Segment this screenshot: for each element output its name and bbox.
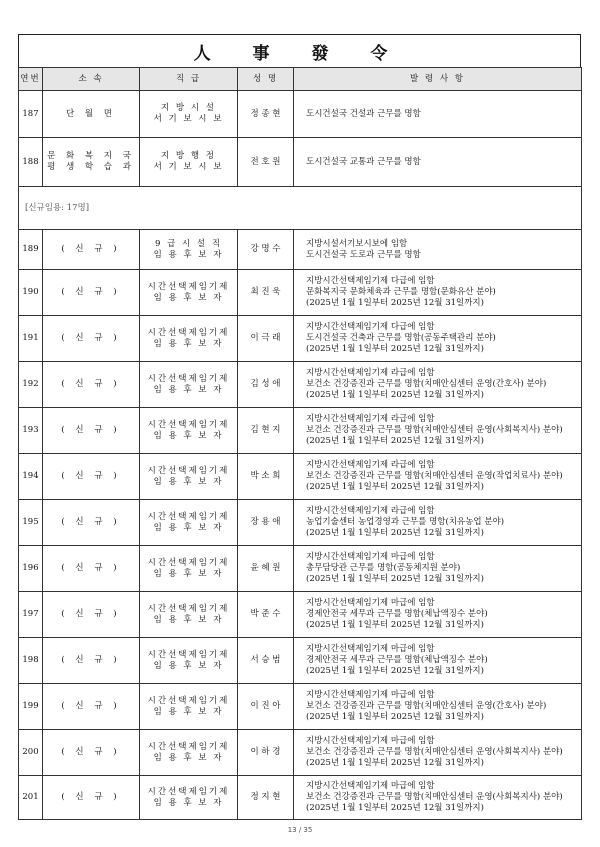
- cell-line: 지방시간선택제임기제 라급에 임함: [306, 460, 435, 470]
- rank-cell: [140, 362, 238, 408]
- name-cell: 정 지 현: [238, 776, 294, 820]
- row-number: 197: [19, 592, 43, 638]
- cell-line: 임 용 후 보 자: [153, 249, 224, 260]
- page-number: 13 / 35: [287, 826, 313, 834]
- cell-line: 임 용 후 보 자: [153, 614, 224, 625]
- cell-line: 임 용 후 보 자: [153, 797, 224, 808]
- cell-line: 단 월 면: [65, 108, 117, 119]
- cell-line: (2025년 1월 1일부터 2025년 12월 31일까지): [306, 344, 484, 354]
- header-name: 성 명: [238, 68, 294, 91]
- table-row: [19, 408, 582, 454]
- cell-line: 지방시간선택제임기제 라급에 임함: [306, 368, 435, 378]
- table-row: [19, 230, 582, 270]
- row-number: 190: [19, 270, 43, 316]
- dept-cell: [43, 500, 140, 546]
- dept-cell: [43, 592, 140, 638]
- name-cell: 이 진 아: [238, 684, 294, 730]
- cell-line: 임 용 후 보 자: [153, 660, 224, 671]
- cell-line: 시간선택제임기제: [147, 741, 230, 752]
- row-number: 194: [19, 454, 43, 500]
- cell-line: 시간선택제임기제: [147, 327, 230, 338]
- row-number: 196: [19, 546, 43, 592]
- cell-line: ( 신 규 ): [61, 563, 121, 573]
- cell-line: 평 생 학 습 과: [47, 162, 135, 172]
- row-number: 199: [19, 684, 43, 730]
- cell-line: 도시건설국 교통과 근무를 명함: [306, 156, 421, 167]
- cell-line: 서 기 보 시 보: [153, 162, 224, 172]
- rank-cell: [140, 91, 238, 138]
- dept-cell: [43, 546, 140, 592]
- cell-line: 임 용 후 보 자: [153, 292, 224, 303]
- cell-line: (2025년 1월 1일부터 2025년 12월 31일까지): [306, 620, 484, 630]
- orders-cell: [294, 638, 582, 684]
- row-number: 189: [19, 230, 43, 270]
- cell-line: ( 신 규 ): [61, 333, 121, 343]
- row-number: 200: [19, 730, 43, 776]
- cell-line: 지방시간선택제임기제 다급에 임함: [306, 276, 435, 286]
- row-number: 191: [19, 316, 43, 362]
- cell-line: 도시건설국 건설과 근무를 명함: [306, 108, 421, 119]
- cell-line: 시간선택제임기제: [147, 373, 230, 384]
- cell-line: 경제안전국 세무과 근무를 명함(체납액징수 분야): [306, 655, 488, 665]
- rank-cell: [140, 270, 238, 316]
- rank-cell: [140, 138, 238, 187]
- cell-line: ( 신 규 ): [61, 701, 121, 711]
- dept-cell: [43, 270, 140, 316]
- cell-line: 지방시간선택제임기제 마급에 임함: [306, 598, 435, 608]
- cell-line: (2025년 1월 1일부터 2025년 12월 31일까지): [306, 436, 484, 446]
- cell-line: 지방시간선택제임기제 마급에 임함: [306, 644, 435, 654]
- cell-line: 농업기술센터 농업경영과 근무를 명함(치유농업 분야): [306, 517, 505, 527]
- rank-cell: [140, 684, 238, 730]
- dept-cell: [43, 730, 140, 776]
- cell-line: 지방시설서기보시보에 임함: [306, 238, 408, 249]
- cell-line: 보건소 건강증진과 근무를 명함(치매안심센터 운영(작업치료사) 분야): [306, 471, 563, 481]
- cell-line: 지방시간선택제임기제 마급에 임함: [306, 552, 435, 562]
- cell-line: 보건소 건강증진과 근무를 명함(치매안심센터 운영(사회복지사) 분야): [306, 792, 563, 802]
- table-row: [19, 316, 582, 362]
- table-row: [19, 362, 582, 408]
- dept-cell: [43, 454, 140, 500]
- dept-cell: [43, 638, 140, 684]
- orders-cell: [294, 316, 582, 362]
- cell-line: 시간선택제임기제: [147, 603, 230, 614]
- orders-cell: [294, 454, 582, 500]
- cell-line: 지방시간선택제임기제 라급에 임함: [306, 506, 435, 516]
- rank-cell: [140, 408, 238, 454]
- cell-line: (2025년 1월 1일부터 2025년 12월 31일까지): [306, 574, 484, 584]
- rank-cell: [140, 546, 238, 592]
- row-number: 192: [19, 362, 43, 408]
- name-cell: 전 호 원: [238, 138, 294, 187]
- cell-line: 임 용 후 보 자: [153, 476, 224, 487]
- document-title: 人 事 發 令: [18, 34, 581, 67]
- table-row: [19, 592, 582, 638]
- rank-cell: [140, 776, 238, 820]
- cell-line: ( 신 규 ): [61, 471, 121, 481]
- name-cell: 서 승 범: [238, 638, 294, 684]
- table-row: [19, 546, 582, 592]
- cell-line: (2025년 1월 1일부터 2025년 12월 31일까지): [306, 390, 484, 400]
- table-row: [19, 638, 582, 684]
- name-cell: 김 성 애: [238, 362, 294, 408]
- dept-cell: [43, 362, 140, 408]
- cell-line: 임 용 후 보 자: [153, 706, 224, 717]
- rank-cell: [140, 638, 238, 684]
- cell-line: 지방시간선택제임기제 다급에 임함: [306, 322, 435, 332]
- note-cell: [19, 187, 582, 230]
- cell-line: (2025년 1월 1일부터 2025년 12월 31일까지): [306, 298, 484, 308]
- cell-line: 서 기 보 시 보: [153, 114, 224, 124]
- cell-line: 보건소 건강증진과 근무를 명함(치매안심센터 운영(간호사) 분야): [306, 379, 547, 389]
- rank-cell: [140, 454, 238, 500]
- cell-line: ( 신 규 ): [61, 655, 121, 665]
- name-cell: 윤 혜 원: [238, 546, 294, 592]
- personnel-table: [18, 67, 582, 820]
- cell-line: ( 신 규 ): [61, 747, 121, 757]
- cell-line: ( 신 규 ): [61, 244, 121, 254]
- row-number: 198: [19, 638, 43, 684]
- orders-cell: [294, 500, 582, 546]
- cell-line: (2025년 1월 1일부터 2025년 12월 31일까지): [306, 528, 484, 538]
- name-cell: 장 용 애: [238, 500, 294, 546]
- orders-cell: [294, 138, 582, 187]
- cell-line: ( 신 규 ): [61, 609, 121, 619]
- cell-line: 도시건설국 도로과 근무를 명함: [306, 249, 421, 260]
- orders-cell: [294, 362, 582, 408]
- cell-line: 지방시간선택제임기제 마급에 임함: [306, 690, 435, 700]
- name-cell: 이 하 경: [238, 730, 294, 776]
- cell-line: 지 방 행 정: [161, 151, 216, 161]
- cell-line: 도시건설국 건축과 근무를 명함(공동주택관리 분야): [306, 333, 496, 343]
- name-cell: 정 종 현: [238, 91, 294, 138]
- name-cell: 박 준 수: [238, 592, 294, 638]
- header-rank: 직 급: [140, 68, 238, 91]
- orders-cell: [294, 546, 582, 592]
- cell-line: (2025년 1월 1일부터 2025년 12월 31일까지): [306, 666, 484, 676]
- header-no: 연번: [19, 68, 43, 91]
- cell-line: 임 용 후 보 자: [153, 752, 224, 763]
- rank-cell: [140, 500, 238, 546]
- cell-line: 시간선택제임기제: [147, 695, 230, 706]
- cell-line: ( 신 규 ): [61, 517, 121, 527]
- row-number: 193: [19, 408, 43, 454]
- cell-line: 임 용 후 보 자: [153, 522, 224, 533]
- cell-line: 시간선택제임기제: [147, 557, 230, 568]
- cell-line: 총무담당관 근무를 명함(공동체지원 분야): [306, 563, 461, 573]
- orders-cell: [294, 730, 582, 776]
- row-number: 187: [19, 91, 43, 138]
- name-cell: 최 진 욱: [238, 270, 294, 316]
- orders-cell: [294, 408, 582, 454]
- cell-line: 지방시간선택제임기제 마급에 임함: [306, 781, 435, 791]
- name-cell: 강 명 수: [238, 230, 294, 270]
- cell-line: 보건소 건강증진과 근무를 명함(치매안심센터 운영(사회복지사) 분야): [306, 425, 563, 435]
- cell-line: 지방시간선택제임기제 마급에 임함: [306, 736, 435, 746]
- table-row: [19, 730, 582, 776]
- name-cell: 김 현 지: [238, 408, 294, 454]
- dept-cell: [43, 684, 140, 730]
- cell-line: 임 용 후 보 자: [153, 338, 224, 349]
- cell-line: 시간선택제임기제: [147, 281, 230, 292]
- cell-line: 문화복지국 문화체육과 근무를 명함(문화유산 분야): [306, 287, 496, 297]
- cell-line: 9 급 시 설 직: [154, 238, 223, 249]
- header-orders: 발 령 사 항: [294, 68, 582, 91]
- cell-line: ( 신 규 ): [61, 425, 121, 435]
- orders-cell: [294, 270, 582, 316]
- new-appointment-note: [신규임용: 17명]: [25, 202, 90, 213]
- orders-cell: [294, 592, 582, 638]
- cell-line: 보건소 건강증진과 근무를 명함(치매안심센터 운영(사회복지사) 분야): [306, 747, 563, 757]
- dept-cell: [43, 138, 140, 187]
- rank-cell: [140, 316, 238, 362]
- cell-line: 지방시간선택제임기제 라급에 임함: [306, 414, 435, 424]
- dept-cell: [43, 776, 140, 820]
- row-number: 195: [19, 500, 43, 546]
- table-row: [19, 684, 582, 730]
- rank-cell: [140, 730, 238, 776]
- cell-line: 시간선택제임기제: [147, 419, 230, 430]
- cell-line: 시간선택제임기제: [147, 465, 230, 476]
- cell-line: 임 용 후 보 자: [153, 384, 224, 395]
- table-row: [19, 91, 582, 138]
- cell-line: 시간선택제임기제: [147, 786, 230, 797]
- cell-line: ( 신 규 ): [61, 792, 121, 802]
- row-number: 188: [19, 138, 43, 187]
- table-row: [19, 270, 582, 316]
- row-number: 201: [19, 776, 43, 820]
- orders-cell: [294, 230, 582, 270]
- cell-line: 지 방 시 설: [161, 103, 216, 113]
- table-row: [19, 138, 582, 187]
- rank-cell: [140, 592, 238, 638]
- orders-cell: [294, 91, 582, 138]
- cell-line: (2025년 1월 1일부터 2025년 12월 31일까지): [306, 758, 484, 768]
- cell-line: (2025년 1월 1일부터 2025년 12월 31일까지): [306, 803, 484, 813]
- cell-line: 보건소 건강증진과 근무를 명함(치매안심센터 운영(간호사) 분야): [306, 701, 547, 711]
- name-cell: 박 소 희: [238, 454, 294, 500]
- orders-cell: [294, 684, 582, 730]
- header-row: [19, 68, 582, 91]
- dept-cell: [43, 408, 140, 454]
- orders-cell: [294, 776, 582, 820]
- table-row: [19, 776, 582, 820]
- cell-line: 시간선택제임기제: [147, 649, 230, 660]
- cell-line: ( 신 규 ): [61, 287, 121, 297]
- dept-cell: [43, 91, 140, 138]
- document-page: [18, 34, 581, 820]
- cell-line: 임 용 후 보 자: [153, 430, 224, 441]
- dept-cell: [43, 230, 140, 270]
- dept-cell: [43, 316, 140, 362]
- name-cell: 이 극 래: [238, 316, 294, 362]
- rank-cell: [140, 230, 238, 270]
- table-row: [19, 454, 582, 500]
- cell-line: (2025년 1월 1일부터 2025년 12월 31일까지): [306, 482, 484, 492]
- cell-line: 임 용 후 보 자: [153, 568, 224, 579]
- table-row: [19, 500, 582, 546]
- cell-line: 경제안전국 세무과 근무를 명함(체납액징수 분야): [306, 609, 488, 619]
- cell-line: (2025년 1월 1일부터 2025년 12월 31일까지): [306, 712, 484, 722]
- header-dept: 소 속: [43, 68, 140, 91]
- cell-line: 문 화 복 지 국: [47, 151, 135, 161]
- cell-line: ( 신 규 ): [61, 379, 121, 389]
- cell-line: 시간선택제임기제: [147, 511, 230, 522]
